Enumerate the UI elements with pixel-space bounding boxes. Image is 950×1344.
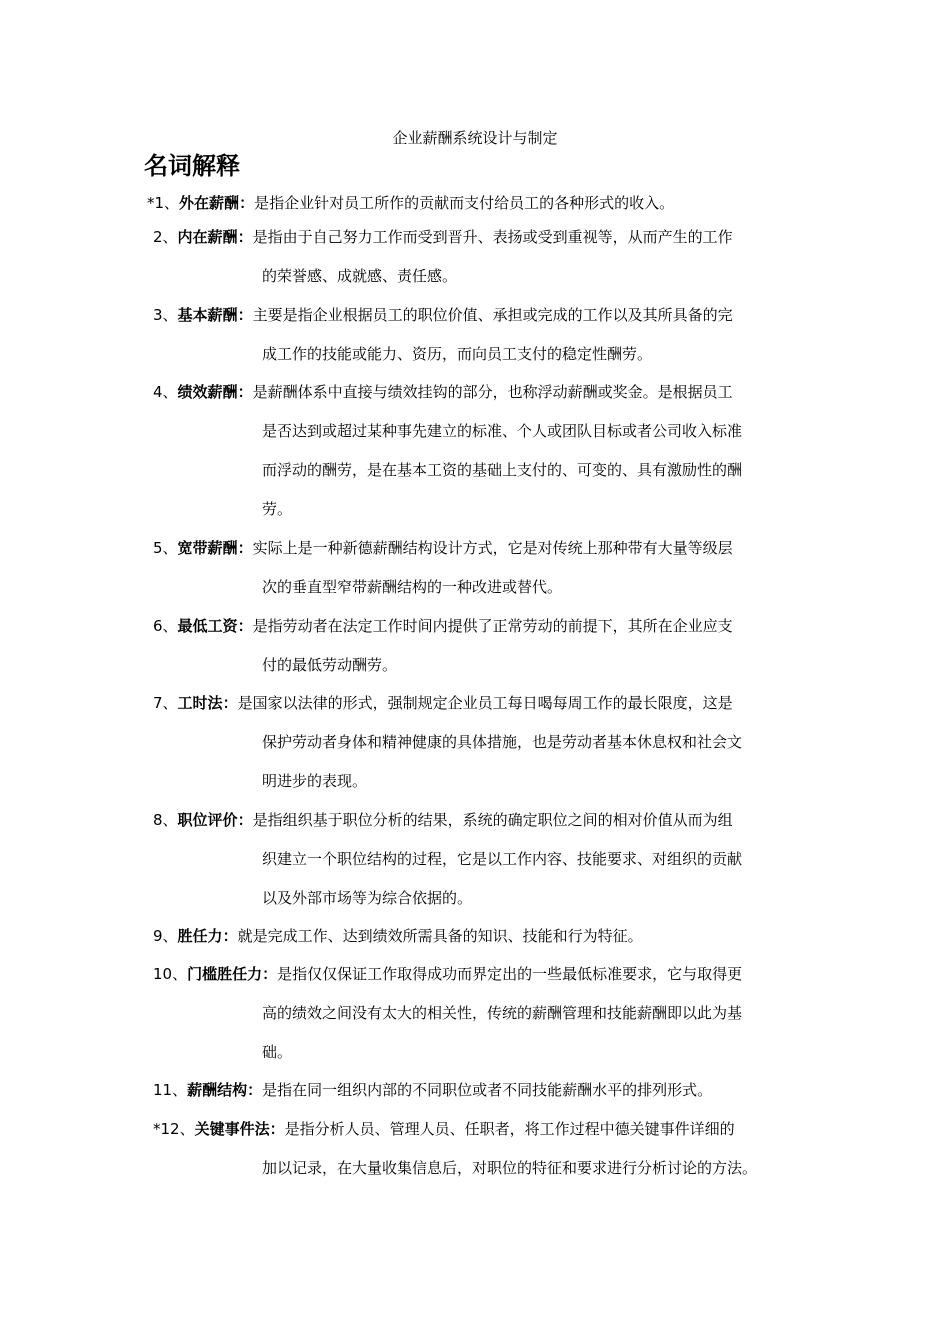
entry-definition: 是指企业针对员工所作的贡献而支付给员工的各种形式的收入。 bbox=[254, 194, 675, 212]
entry-first-line bbox=[178, 801, 733, 840]
entry-definition-continued: 保护劳动者身体和精神健康的具体措施，也是劳动者基本休息权和社会文 bbox=[262, 733, 743, 751]
term-entry bbox=[0, 218, 950, 296]
entry-term: 关键事件法 bbox=[194, 1120, 270, 1138]
entry-line bbox=[0, 490, 950, 529]
entry-number: 4、 bbox=[153, 383, 178, 401]
entry-line bbox=[0, 840, 950, 879]
entry-definition: 是指仅仅保证工作取得成功而界定出的一些最低标准要求，它与取得更 bbox=[277, 965, 743, 983]
entry-definition-continued: 明进步的表现。 bbox=[262, 772, 368, 790]
entry-number: 2、 bbox=[153, 228, 178, 246]
entry-definition-continued: 以及外部市场等为综合依据的。 bbox=[262, 889, 473, 907]
entry-line bbox=[0, 723, 950, 762]
entry-line bbox=[0, 529, 950, 568]
entry-term: 宽带薪酬 bbox=[177, 539, 238, 557]
entry-line bbox=[0, 1033, 950, 1072]
term-entry bbox=[0, 917, 950, 956]
entry-line bbox=[0, 955, 950, 994]
entry-definition: 就是完成工作、达到绩效所需具备的知识、技能和行为特征。 bbox=[237, 927, 643, 945]
entry-term: 基本薪酬 bbox=[177, 306, 238, 324]
entry-first-line bbox=[178, 684, 733, 723]
entry-term: 胜任力 bbox=[177, 927, 223, 945]
entry-colon: ： bbox=[222, 927, 238, 945]
entry-first-line bbox=[178, 296, 733, 335]
entry-number: 11、 bbox=[153, 1081, 188, 1099]
entry-number: 8、 bbox=[153, 811, 178, 829]
entry-definition-continued: 而浮动的酬劳，是在基本工资的基础上支付的、可变的、具有激励性的酬 bbox=[262, 461, 743, 479]
entry-colon: ： bbox=[269, 1120, 285, 1138]
entry-line bbox=[0, 296, 950, 335]
entry-definition-continued: 次的垂直型窄带薪酬结构的一种改进或替代。 bbox=[262, 578, 563, 596]
entry-number: 3、 bbox=[153, 306, 178, 324]
entry-definition-continued: 高的绩效之间没有太大的相关性，传统的薪酬管理和技能薪酬即以此为基 bbox=[262, 1004, 743, 1022]
entry-number: *1、 bbox=[147, 194, 180, 212]
entry-definition-continued: 是否达到或超过某种事先建立的标准、个人或团队目标或者公司收入标准 bbox=[262, 422, 743, 440]
entry-line bbox=[0, 879, 950, 918]
entry-colon: ： bbox=[237, 539, 253, 557]
entry-definition: 是指劳动者在法定工作时间内提供了正常劳动的前提下，其所在企业应支 bbox=[252, 617, 733, 635]
entry-first-line bbox=[187, 955, 742, 994]
entry-line bbox=[0, 1110, 950, 1149]
entry-term: 门槛胜任力 bbox=[187, 965, 263, 983]
entry-definition: 是指由于自己努力工作而受到晋升、表扬或受到重视等，从而产生的工作 bbox=[252, 228, 733, 246]
entry-definition-continued: 加以记录，在大量收集信息后，对职位的特征和要求进行分析讨论的方法。 bbox=[262, 1159, 758, 1177]
document-title: 企业薪酬系统设计与制定 bbox=[392, 129, 558, 147]
entry-definition: 是国家以法律的形式，强制规定企业员工每日喝每周工作的最长限度，这是 bbox=[237, 694, 733, 712]
term-entry bbox=[0, 1110, 950, 1188]
entry-line bbox=[0, 373, 950, 412]
entry-definition: 是指在同一组织内部的不同职位或者不同技能薪酬水平的排列形式。 bbox=[262, 1081, 713, 1099]
entry-line bbox=[0, 646, 950, 685]
entry-line bbox=[0, 994, 950, 1033]
entry-term: 内在薪酬 bbox=[177, 228, 238, 246]
entry-term: 工时法 bbox=[177, 694, 223, 712]
entry-definition: 实际上是一种新德薪酬结构设计方式，它是对传统上那种带有大量等级层 bbox=[252, 539, 733, 557]
entry-term: 薪酬结构 bbox=[187, 1081, 248, 1099]
entry-colon: ： bbox=[237, 383, 253, 401]
entry-line bbox=[0, 917, 950, 956]
entry-definition: 主要是指企业根据员工的职位价值、承担或完成的工作以及其所具备的完 bbox=[252, 306, 733, 324]
entry-line bbox=[0, 335, 950, 374]
entry-colon: ： bbox=[237, 617, 253, 635]
entry-term: 外在薪酬 bbox=[179, 194, 240, 212]
entry-first-line bbox=[195, 1110, 735, 1149]
entry-definition-continued: 础。 bbox=[262, 1043, 293, 1061]
entry-line bbox=[0, 684, 950, 723]
term-entry bbox=[0, 529, 950, 607]
term-entry bbox=[0, 801, 950, 918]
entry-colon: ： bbox=[237, 306, 253, 324]
entry-definition: 是薪酬体系中直接与绩效挂钩的部分，也称浮动薪酬或奖金。是根据员工 bbox=[252, 383, 733, 401]
entry-definition-continued: 付的最低劳动酬劳。 bbox=[262, 656, 398, 674]
entry-term: 绩效薪酬 bbox=[177, 383, 238, 401]
term-entry bbox=[0, 1071, 950, 1110]
entry-line bbox=[0, 257, 950, 296]
entry-first-line bbox=[178, 529, 733, 568]
entry-number: 9、 bbox=[153, 927, 178, 945]
entry-colon: ： bbox=[262, 965, 278, 983]
entry-term: 职位评价 bbox=[177, 811, 238, 829]
entry-number: 6、 bbox=[153, 617, 178, 635]
term-entry bbox=[0, 684, 950, 801]
entry-colon: ： bbox=[247, 1081, 263, 1099]
entry-line bbox=[0, 412, 950, 451]
entry-definition: 是指组织基于职位分析的结果，系统的确定职位之间的相对价值从而为组 bbox=[252, 811, 733, 829]
entry-colon: ： bbox=[222, 694, 238, 712]
entry-first-line bbox=[178, 917, 643, 956]
entry-line bbox=[0, 762, 950, 801]
entry-number: 10、 bbox=[153, 965, 188, 983]
entry-line bbox=[0, 568, 950, 607]
entry-number: 5、 bbox=[153, 539, 178, 557]
entry-line bbox=[0, 218, 950, 257]
entry-first-line bbox=[187, 1071, 712, 1110]
entry-definition-continued: 的荣誉感、成就感、责任感。 bbox=[262, 267, 458, 285]
entry-colon: ： bbox=[239, 194, 255, 212]
section-heading: 名词解释 bbox=[144, 152, 240, 180]
entry-first-line bbox=[178, 373, 733, 412]
entry-term: 最低工资 bbox=[177, 617, 238, 635]
term-entry bbox=[0, 607, 950, 685]
entry-number: 7、 bbox=[153, 694, 178, 712]
entry-line bbox=[0, 1071, 950, 1110]
entry-definition-continued: 织建立一个职位结构的过程，它是以工作内容、技能要求、对组织的贡献 bbox=[262, 850, 743, 868]
entry-line bbox=[0, 451, 950, 490]
entry-definition-continued: 劳。 bbox=[262, 500, 293, 518]
entry-definition-continued: 成工作的技能或能力、资历，而向员工支付的稳定性酬劳。 bbox=[262, 345, 653, 363]
entry-definition: 是指分析人员、管理人员、任职者，将工作过程中德关键事件详细的 bbox=[284, 1120, 735, 1138]
entry-number: *12、 bbox=[153, 1120, 195, 1138]
entry-first-line bbox=[178, 218, 733, 257]
term-entry bbox=[0, 955, 950, 1072]
term-entry bbox=[0, 373, 950, 529]
entry-first-line bbox=[178, 607, 733, 646]
entry-colon: ： bbox=[237, 228, 253, 246]
entry-line bbox=[0, 801, 950, 840]
entry-line bbox=[0, 607, 950, 646]
entry-line bbox=[0, 1149, 950, 1188]
term-entry bbox=[0, 296, 950, 374]
entry-colon: ： bbox=[237, 811, 253, 829]
